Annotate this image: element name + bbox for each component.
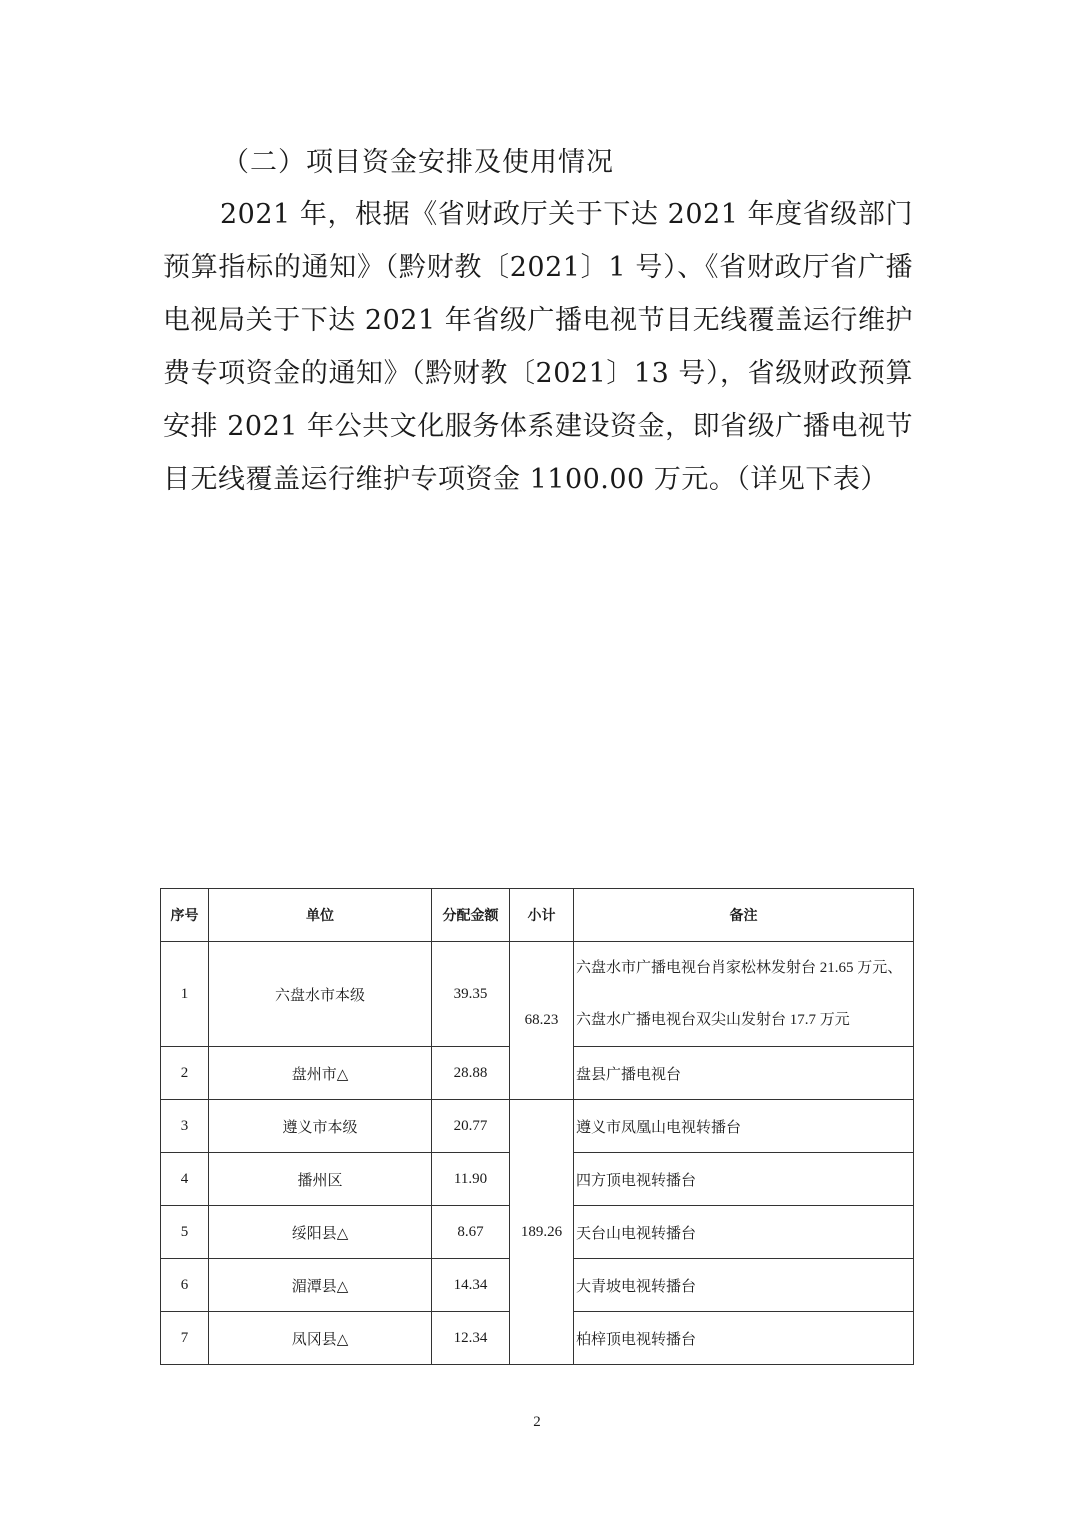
section-heading: （二）项目资金安排及使用情况: [222, 147, 614, 178]
cell-amount: 12.34: [432, 1312, 510, 1365]
table-row: [161, 942, 914, 1047]
cell-seq: 7: [161, 1312, 209, 1365]
table-row: [161, 1100, 914, 1153]
cell-amount: 39.35: [432, 942, 510, 1047]
cell-seq: 2: [161, 1047, 209, 1100]
header-subtotal: 小计: [510, 889, 574, 942]
cell-unit: 遵义市本级: [209, 1100, 432, 1153]
fund-allocation-table: [160, 888, 914, 1365]
cell-unit: 盘州市△: [209, 1047, 432, 1100]
cell-seq: 6: [161, 1259, 209, 1312]
header-seq: 序号: [161, 889, 209, 942]
cell-unit: 六盘水市本级: [209, 942, 432, 1047]
cell-note: 柏梓顶电视转播台: [574, 1312, 914, 1365]
cell-note: 天台山电视转播台: [574, 1206, 914, 1259]
cell-note: 四方顶电视转播台: [574, 1153, 914, 1206]
header-unit: 单位: [209, 889, 432, 942]
cell-unit: 湄潭县△: [209, 1259, 432, 1312]
cell-seq: 3: [161, 1100, 209, 1153]
cell-seq: 5: [161, 1206, 209, 1259]
cell-unit: 播州区: [209, 1153, 432, 1206]
page-number: 2: [533, 1414, 541, 1430]
cell-note: 六盘水市广播电视台肖家松林发射台 21.65 万元、六盘水广播电视台双尖山发射台 17.7 万元: [574, 942, 914, 1047]
cell-note: 盘县广播电视台: [574, 1047, 914, 1100]
cell-unit: 绥阳县△: [209, 1206, 432, 1259]
cell-amount: 11.90: [432, 1153, 510, 1206]
cell-note: 大青坡电视转播台: [574, 1259, 914, 1312]
header-amount: 分配金额: [432, 889, 510, 942]
body-paragraph: 2021 年，根据《省财政厅关于下达 2021 年度省级部门预算指标的通知》（黔财教〔2021〕1 号）、《省财政厅省广播电视局关于下达 2021 年省级广播电视节目无线覆盖运行维护费专项资金的通知》（黔财教〔2021〕13 号），省级财政预算安排 2021 年公共文化服务体系建设资金，即省级广播电视节目无线覆盖运行维护专项资金 1100.00 万元。（详见下表）: [163, 199, 913, 495]
cell-amount: 28.88: [432, 1047, 510, 1100]
table-header-row: [161, 889, 914, 942]
header-note: 备注: [574, 889, 914, 942]
cell-seq: 4: [161, 1153, 209, 1206]
cell-subtotal: 189.26: [510, 1100, 574, 1365]
cell-amount: 14.34: [432, 1259, 510, 1312]
cell-seq: 1: [161, 942, 209, 1047]
cell-note: 遵义市凤凰山电视转播台: [574, 1100, 914, 1153]
cell-subtotal: 68.23: [510, 942, 574, 1100]
cell-amount: 8.67: [432, 1206, 510, 1259]
cell-amount: 20.77: [432, 1100, 510, 1153]
cell-unit: 凤冈县△: [209, 1312, 432, 1365]
